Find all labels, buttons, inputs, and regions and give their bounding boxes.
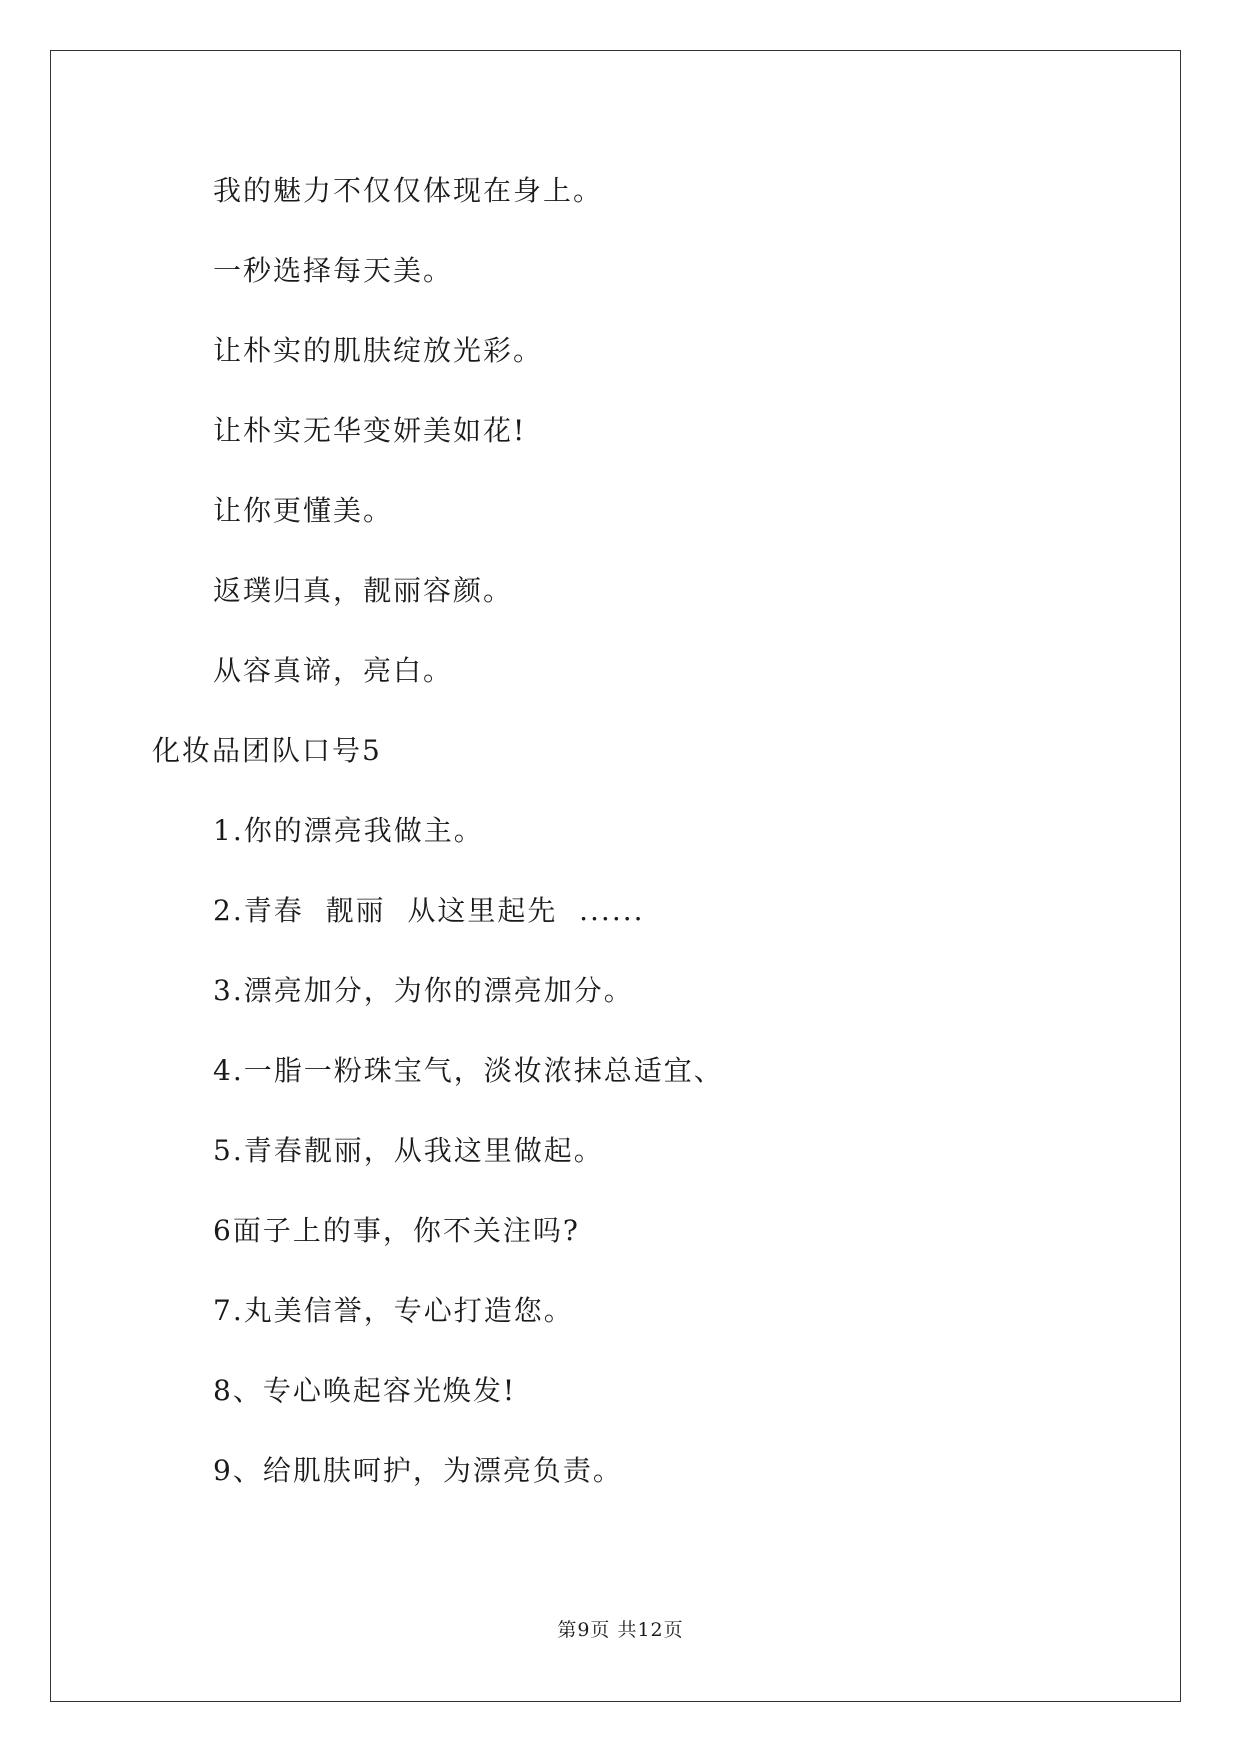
list-item: 9、给肌肤呵护，为漂亮负责。 [213, 1454, 623, 1487]
text-line: 让朴实的肌肤绽放光彩。 [213, 334, 544, 367]
text-line: 让你更懂美。 [213, 494, 394, 527]
text-line: 从容真谛，亮白。 [213, 654, 454, 687]
text-line: 我的魅力不仅仅体现在身上。 [213, 174, 604, 207]
list-item: 3.漂亮加分，为你的漂亮加分。 [213, 974, 634, 1007]
list-item: 8、专心唤起容光焕发! [213, 1374, 517, 1407]
text-line: 让朴实无华变妍美如花! [213, 414, 527, 447]
text-line: 返璞归真，靓丽容颜。 [213, 574, 514, 607]
list-item: 5.青春靓丽，从我这里做起。 [213, 1134, 604, 1167]
list-item: 6面子上的事，你不关注吗? [213, 1214, 580, 1247]
text-line: 一秒选择每天美。 [213, 254, 454, 287]
section-title: 化妆品团队口号5 [152, 734, 382, 767]
page-number-footer: 第9页 共12页 [557, 1619, 684, 1641]
list-item: 1.你的漂亮我做主。 [213, 814, 484, 847]
list-item: 2.青春 靓丽 从这里起先 ...... [213, 894, 645, 927]
list-item: 7.丸美信誉，专心打造您。 [213, 1294, 574, 1327]
list-item: 4.一脂一粉珠宝气，淡妆浓抹总适宜、 [213, 1054, 724, 1087]
